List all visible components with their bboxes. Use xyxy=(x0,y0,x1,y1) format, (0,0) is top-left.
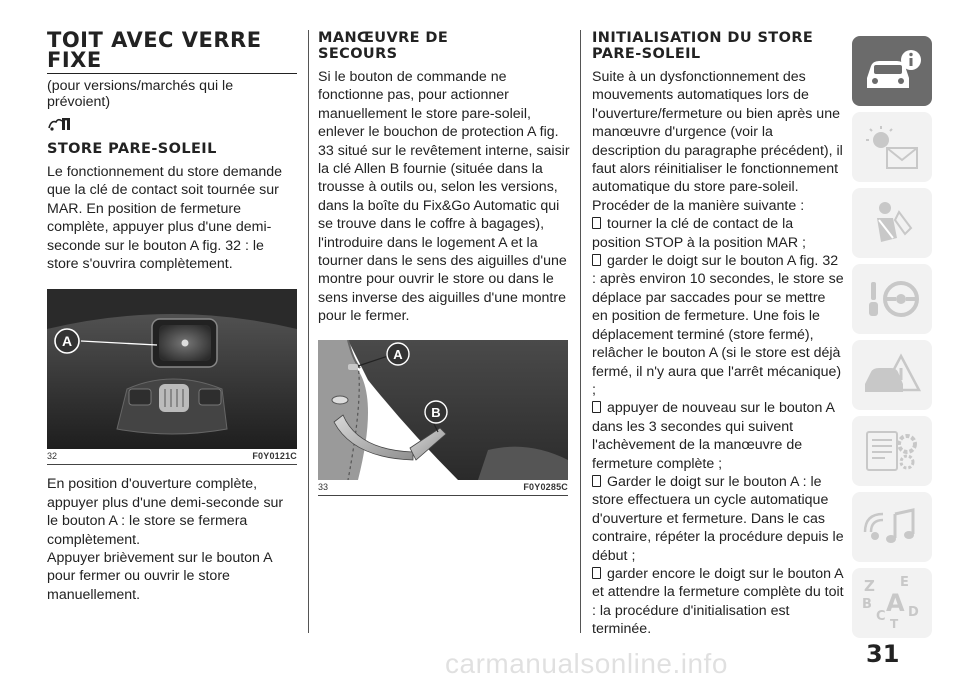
figure-32-caption xyxy=(47,449,297,465)
watermark: carmanualsonline.info xyxy=(445,648,728,679)
page-number: 31 xyxy=(866,640,900,668)
store-para-3: Appuyer brièvement sur le bouton A pour fermer ou ouvrir le store manuellement. xyxy=(47,550,272,603)
column-divider-1 xyxy=(308,30,309,633)
section-title-store: STORE PARE-SOLEIL xyxy=(47,141,217,157)
figure-32-code: F0Y0121C xyxy=(252,451,297,462)
figure-32-number: 32 xyxy=(47,451,58,462)
main-title: TOIT AVEC VERRE FIXE xyxy=(47,28,262,72)
tab-index[interactable] xyxy=(852,568,932,638)
section-title-manoeuvre: MANŒUVRE DE SECOURS xyxy=(318,30,449,62)
steps-list xyxy=(592,215,844,638)
list-item: Garder le doigt sur le bouton A : le store effectuera un cycle automatique d'ouverture et fermeture. Dans le cas contraire, répéter la procédure depuis le début ; xyxy=(592,473,844,564)
list-item: garder le doigt sur le bouton A fig. 32 : après environ 10 secondes, le store se déplace par saccades pour se mettre en position de fermeture. Une fois le déplacement terminé (store fermé), relâcher le bouton A (si le store est déjà fermé, il n'y aura que l'arrêt mécanique) ; xyxy=(592,253,844,398)
tab-maintenance[interactable] xyxy=(852,416,932,486)
bullet-box-icon xyxy=(592,475,601,487)
main-title-block xyxy=(47,30,297,74)
list-item: tourner la clé de contact de la position STOP à la position MAR ; xyxy=(592,216,806,251)
figure-33-label-b: B xyxy=(431,404,441,420)
tab-driving[interactable] xyxy=(852,264,932,334)
tab-emergency[interactable] xyxy=(852,340,932,410)
figure-32-image xyxy=(47,289,297,449)
bullet-box-icon xyxy=(592,254,601,266)
column-divider-2 xyxy=(580,30,581,633)
bullet-box-icon xyxy=(592,401,601,413)
version-icon xyxy=(47,116,297,137)
maintenance-icon xyxy=(861,426,923,476)
store-para-2: En position d'ouverture complète, appuyer plus d'une demi-seconde sur le bouton A : le store se fermera complètement. xyxy=(47,476,284,548)
list-item: garder encore le doigt sur le bouton A et attendre la fermeture complète du toit : la procédure d'initialisation est terminée. xyxy=(592,565,844,638)
figure-33-number: 33 xyxy=(318,481,329,492)
column-3 xyxy=(592,30,844,639)
multimedia-icon xyxy=(861,502,923,552)
breakdown-icon xyxy=(861,350,923,400)
column-2 xyxy=(318,30,570,496)
figure-33-label-a: A xyxy=(393,346,403,362)
store-para-1: Le fonctionnement du store demande que la clé de contact soit tournée sur MAR. En position de fermeture complète, appuyer plus d'une demi-seconde sur le bouton A fig. 32 : le store s'ouvrira complètement. xyxy=(47,164,283,273)
car-info-icon xyxy=(861,48,923,94)
tab-safety[interactable] xyxy=(852,188,932,258)
figure-33 xyxy=(318,340,568,496)
figure-33-image xyxy=(318,340,568,480)
figure-33-caption xyxy=(318,480,568,496)
subtitle: (pour versions/marchés qui le prévoient) xyxy=(47,78,234,110)
tab-multimedia[interactable] xyxy=(852,492,932,562)
figure-33-code: F0Y0285C xyxy=(523,481,568,492)
column-1 xyxy=(47,30,297,604)
manoeuvre-para: Si le bouton de commande ne fonctionne pas, pour actionner manuellement le store pare-soleil, enlever le bouchon de protection A fig. 33 situé sur le revêtement interne, saisir la clé Allen B fournie (située dans la trousse à outils ou, selon les versions, dans la boîte du Fix&Go Automatic qui se trouve dans le coffre à bagages), l'introduire dans le logement A et la tourner dans le sens des aiguilles d'une montre pour ouvrir le store ou dans le sens inverse des aiguilles d'une montre pour le fermer. xyxy=(318,69,570,325)
bullet-box-icon xyxy=(592,217,601,229)
tab-info[interactable] xyxy=(852,36,932,106)
initialisation-intro: Suite à un dysfonctionnement des mouvements automatiques lors de l'ouverture/fermeture ou bien après une manœuvre d'urgence (voir la description du paragraphe précédent), il faut alors réinitialiser le fonctionnement automatique du store pare-soleil. Procéder de la manière suivante : xyxy=(592,69,843,214)
tab-warnings[interactable] xyxy=(852,112,932,182)
bullet-box-icon xyxy=(592,567,601,579)
figure-32 xyxy=(47,289,297,465)
steering-wheel-icon xyxy=(861,274,923,324)
list-item: appuyer de nouveau sur le bouton A dans les 3 secondes qui suivent l'achèvement de la manœuvre de fermeture complète ; xyxy=(592,400,835,472)
seat-safety-icon xyxy=(861,198,923,248)
figure-32-label-a: A xyxy=(61,333,73,350)
section-title-initialisation: INITIALISATION DU STORE PARE-SOLEIL xyxy=(592,30,814,62)
alphabet-index-icon: Z E B A C D T xyxy=(862,575,919,631)
warning-lights-icon xyxy=(861,122,923,172)
chapter-tabs xyxy=(852,36,932,644)
